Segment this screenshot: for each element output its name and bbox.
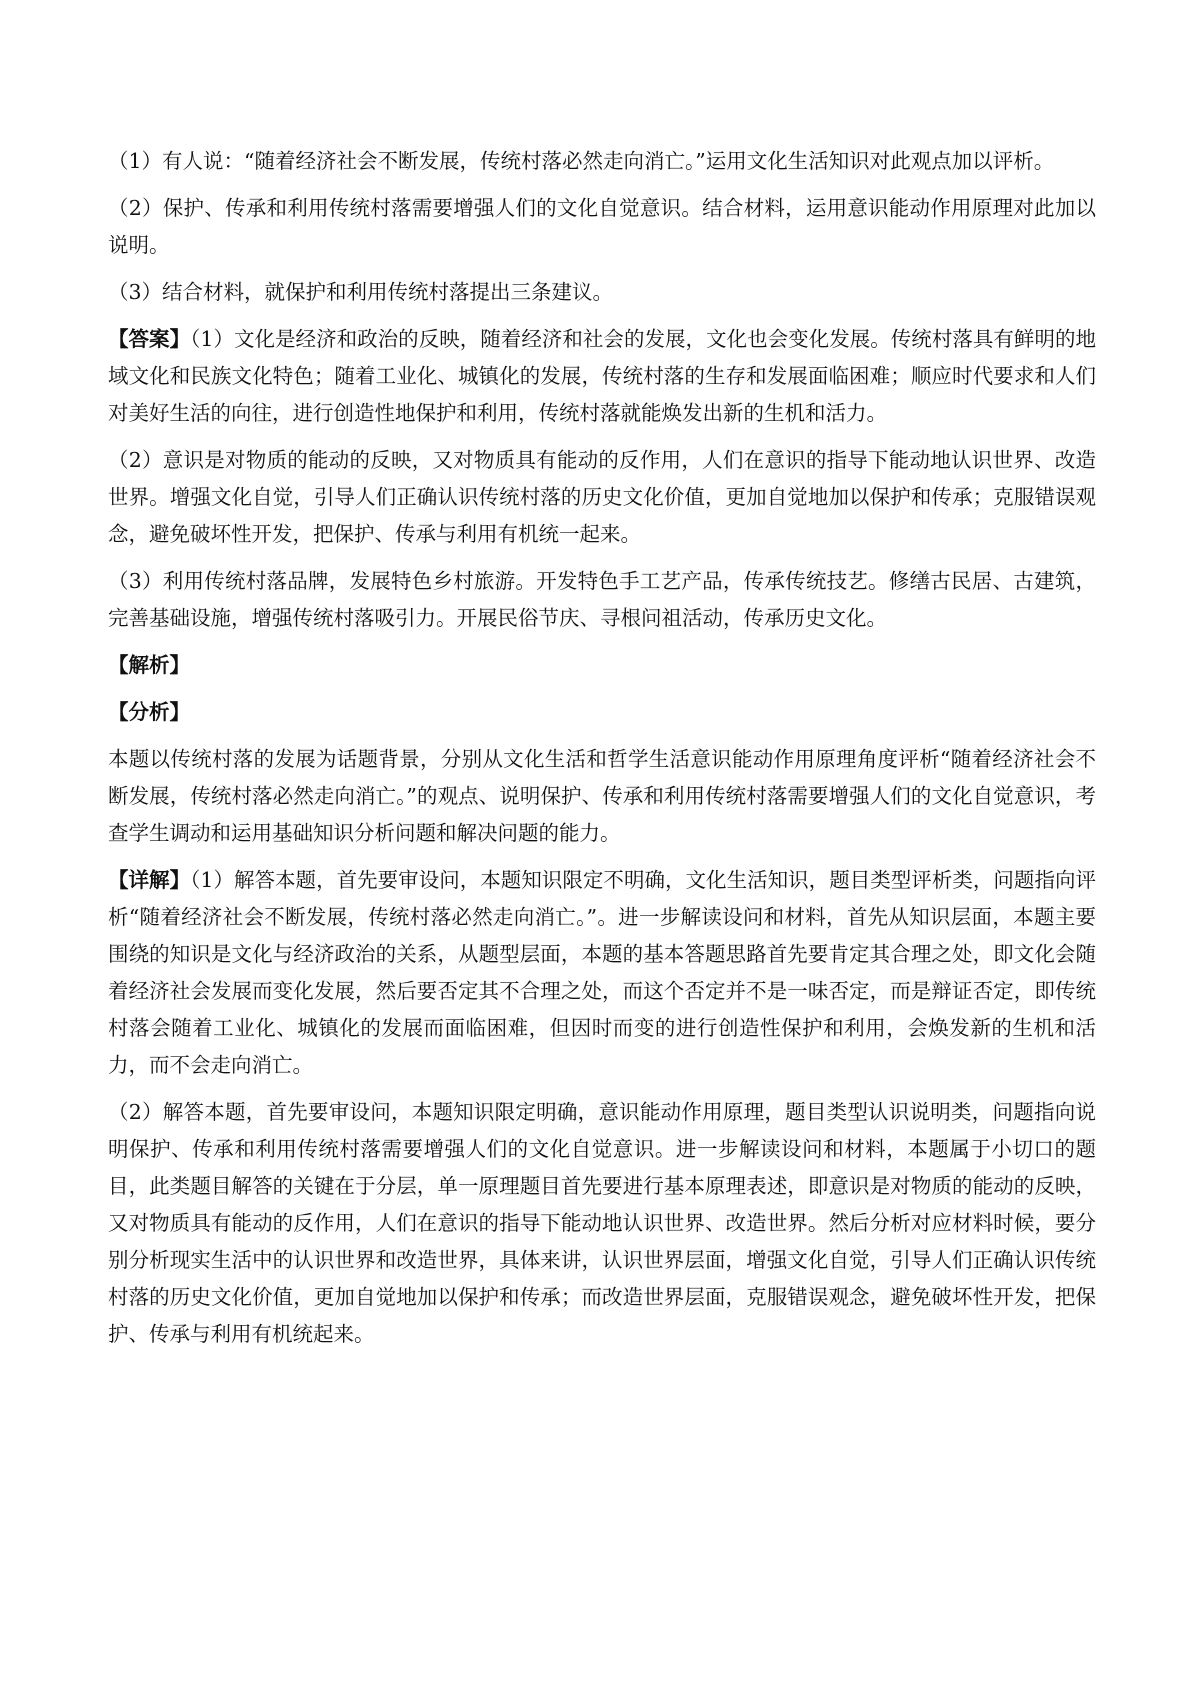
answer-paragraph-3: （3）利用传统村落品牌，发展特色乡村旅游。开发特色手工艺产品，传承传统技艺。修缮古民居、古建筑，完善基础设施，增强传统村落吸引力。开展民俗节庆、寻根问祖活动，传承历史文化。 [108,569,1096,630]
document-page [108,143,1096,1363]
fenxi-text: 本题以传统村落的发展为话题背景，分别从文化生活和哲学生活意识能动作用原理角度评析“随着经济社会不断发展，传统村落必然走向消亡。”的观点、说明保护、传承和利用传统村落需要增强人们的文化自觉意识，考查学生调动和运用基础知识分析问题和解决问题的能力。 [108,747,1096,845]
detail-paragraph-2: （2）解答本题，首先要审设问，本题知识限定明确，意识能动作用原理，题目类型认识说明类，问题指向说明保护、传承和利用传统村落需要增强人们的文化自觉意识。进一步解读设问和材料，本题属于小切口的题目，此类题目解答的关键在于分层，单一原理题目首先要进行基本原理表述，即意识是对物质的能动的反映，又对物质具有能动的反作用，人们在意识的指导下能动地认识世界、改造世界。然后分析对应材料时候，要分别分析现实生活中的认识世界和改造世界，具体来讲，认识世界层面，增强文化自觉，引导人们正确认识传统村落的历史文化价值，更加自觉地加以保护和传承；而改造世界层面，克服错误观念，避免破坏性开发，把保护、传承与利用有机统起来。 [108,1100,1096,1346]
answer-tag: 【答案】 [108,327,191,351]
answer-text-1: （1）文化是经济和政治的反映，随着经济和社会的发展，文化也会变化发展。传统村落具有鲜明的地域文化和民族文化特色；随着工业化、城镇化的发展，传统村落的生存和发展面临困难；顺应时代要求和人们对美好生活的向往，进行创造性地保护和利用，传统村落就能焕发出新的生机和活力。 [108,327,1097,425]
fenxi-tag: 【分析】 [108,700,190,724]
detail-text-1: （1）解答本题，首先要审设问，本题知识限定不明确，文化生活知识，题目类型评析类，问题指向评析“随着经济社会不断发展，传统村落必然走向消亡。”。进一步解读设问和材料，首先从知识层面，本题主要围绕的知识是文化与经济政治的关系，从题型层面，本题的基本答题思路首先要肯定其合理之处，即文化会随着经济社会发展而变化发展，然后要否定其不合理之处，而这个否定并不是一味否定，而是辩证否定，即传统村落会随着工业化、城镇化的发展而面临困难，但因时而变的进行创造性保护和利用，会焕发新的生机和活力，而不会走向消亡。 [108,868,1097,1077]
answer-paragraph-1 [108,321,1096,432]
question-3: （3）结合材料，就保护和利用传统村落提出三条建议。 [108,280,614,304]
detail-paragraph-1 [108,862,1096,1084]
analysis-tag: 【解析】 [108,653,190,677]
detail-tag: 【详解】 [108,868,191,892]
question-1: （1）有人说：“随着经济社会不断发展，传统村落必然走向消亡。”运用文化生活知识对此观点加以评析。 [108,149,1055,173]
answer-paragraph-2: （2）意识是对物质的能动的反映，又对物质具有能动的反作用，人们在意识的指导下能动地认识世界、改造世界。增强文化自觉，引导人们正确认识传统村落的历史文化价值，更加自觉地加以保护和传承；克服错误观念，避免破坏性开发，把保护、传承与利用有机统一起来。 [108,448,1096,546]
question-2: （2）保护、传承和利用传统村落需要增强人们的文化自觉意识。结合材料，运用意识能动作用原理对此加以说明。 [108,196,1096,257]
